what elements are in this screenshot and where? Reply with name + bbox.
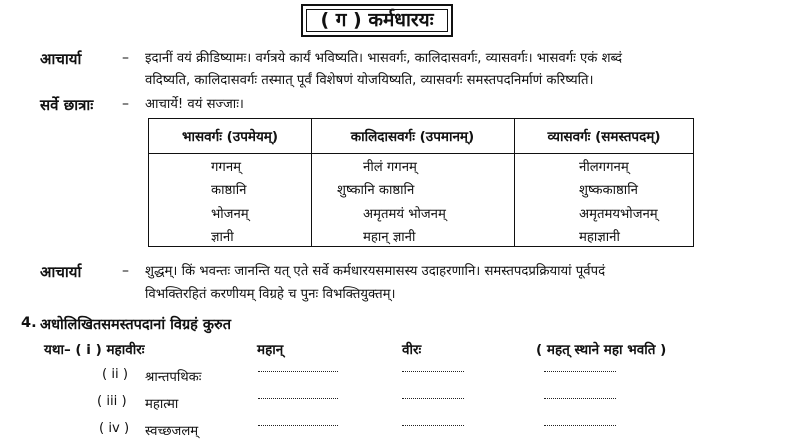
example-note: ( महत् स्थाने महा भवति ) bbox=[536, 342, 667, 358]
item-word: श्रान्तपथिकः bbox=[145, 370, 202, 385]
students-line: आचार्ये! वयं सज्जाः। bbox=[145, 97, 244, 112]
section-title: ( ग ) कर्मधारयः bbox=[301, 4, 453, 37]
item-number: ( ii ) bbox=[102, 367, 129, 382]
table-cell: अमृतमयं भोजनम् bbox=[363, 207, 446, 222]
item-word: महात्मा bbox=[145, 397, 179, 412]
acharya-2-line-1: शुद्धम्। किं भवन्तः जानन्ति यत् एते सर्वे कर्मधारयसमासस्य उदाहरणानि। समस्तपदप्रक्रियायां पूर्वपदं bbox=[145, 264, 606, 279]
answer-blank[interactable] bbox=[544, 398, 616, 399]
answer-blank[interactable] bbox=[258, 371, 338, 372]
dash-1: – bbox=[122, 50, 129, 66]
examples-table bbox=[148, 118, 694, 247]
table-cell: भोजनम् bbox=[211, 207, 249, 222]
table-cell: अमृतमयभोजनम् bbox=[579, 207, 658, 222]
table-cell: शुष्ककाष्ठानि bbox=[579, 183, 638, 198]
dash-3: – bbox=[122, 263, 129, 279]
table-cell: गगनम् bbox=[211, 160, 242, 175]
item-number: ( iv ) bbox=[99, 421, 130, 436]
table-cell: काष्ठानि bbox=[211, 183, 247, 198]
acharya-2-line-2: विभक्तिरहितं करणीयम् विग्रहे च पुनः विभक्तियुक्तम्। bbox=[145, 287, 396, 302]
table-cell: महाज्ञानी bbox=[579, 230, 620, 245]
table-cell: नीलं गगनम् bbox=[363, 160, 417, 175]
table-cell: महान् ज्ञानी bbox=[363, 230, 416, 245]
table-header-vyasa: व्यासवर्गः (समस्तपदम्) bbox=[547, 129, 661, 145]
acharya-1-line-2: वदिष्यति, कालिदासवर्गः तस्मात् पूर्वं विशेषणं योजयिष्यति, व्यासवर्गः समस्तपदनिर्माणं करिष्यति। bbox=[145, 73, 594, 88]
example-prefix: यथा– ( i ) महावीरः bbox=[44, 342, 145, 358]
answer-blank[interactable] bbox=[258, 398, 338, 399]
question-heading: अधोलिखितसमस्तपदानां विग्रहं कुरुत bbox=[40, 317, 231, 333]
table-cell: नीलगगनम् bbox=[579, 160, 629, 175]
example-part-2: वीरः bbox=[402, 342, 422, 358]
table-header-kalidasa: कालिदासवर्गः (उपमानम्) bbox=[350, 129, 475, 145]
table-cell: ज्ञानी bbox=[211, 230, 234, 245]
answer-blank[interactable] bbox=[544, 371, 616, 372]
table-header-bhasa: भासवर्गः (उपमेयम्) bbox=[181, 129, 279, 145]
acharya-1-line-1: इदानीं वयं क्रीडिष्यामः। वर्गत्रये कार्यं भविष्यति। भासवर्गः, कालिदासवर्गः, व्यासवर्गः। भासवर्गः एकं शब्दं bbox=[145, 51, 622, 66]
speaker-acharya-2: आचार्या bbox=[40, 263, 82, 281]
table-cell: शुष्कानि काष्ठानि bbox=[337, 183, 415, 198]
answer-blank[interactable] bbox=[544, 425, 616, 426]
answer-blank[interactable] bbox=[402, 398, 464, 399]
answer-blank[interactable] bbox=[402, 371, 464, 372]
dash-2: – bbox=[122, 96, 129, 112]
answer-blank[interactable] bbox=[402, 425, 464, 426]
speaker-students: सर्वे छात्राः bbox=[40, 96, 94, 114]
answer-blank[interactable] bbox=[258, 425, 338, 426]
question-number: 4. bbox=[21, 315, 37, 331]
table-header-rule bbox=[149, 153, 693, 154]
item-word: स्वच्छजलम् bbox=[145, 424, 199, 439]
example-part-1: महान् bbox=[257, 342, 284, 358]
speaker-acharya-1: आचार्या bbox=[40, 50, 82, 68]
item-number: ( iii ) bbox=[97, 394, 127, 409]
